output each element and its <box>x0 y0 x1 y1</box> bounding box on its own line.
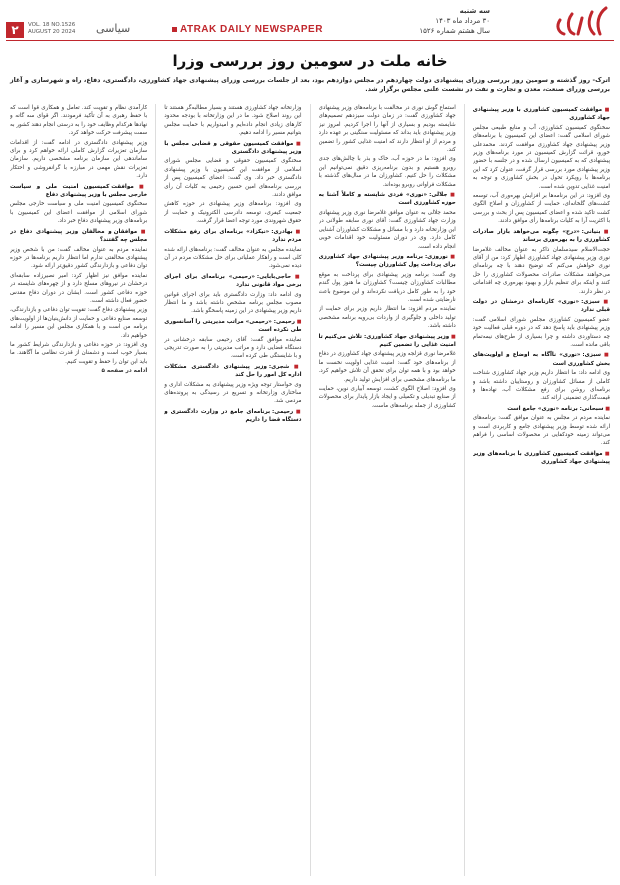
subheading: ■ موافقت کمیسیون امنیت ملی و سیاست خارجی مجلس با وزیر پیشنهادی دفاع <box>10 183 147 200</box>
paragraph: نماینده مردم افزود: ما انتظار داریم وزیر برای حمایت از تولید داخلی و جلوگیری از واردات بی‌رویه برنامه مشخصی داشته باشد. <box>318 306 456 330</box>
article-columns <box>10 104 610 876</box>
column-divider <box>155 104 156 876</box>
paragraph: وی ادامه داد: ما انتظار داریم وزیر جهاد کشاورزی شناخت کاملی از مسائل کشاورزان و روستاییان داشته باشد و برنامه‌ای روشن برای رفع مشکلات آب، نهاده‌ها و قیمت‌گذاری تضمینی ارائه کند. <box>472 370 610 402</box>
paragraph: نماینده مردم در مجلس به عنوان موافق گفت: برنامه‌های ارائه شده توسط وزیر پیشنهادی جامع و کاربردی است و می‌تواند زمینه خودکفایی در محصولات اساسی را فراهم کند. <box>472 415 610 447</box>
article-column <box>164 104 301 876</box>
paragraph: سخنگوی کمیسیون امنیت ملی و سیاست خارجی مجلس شورای اسلامی از موافقت اعضای این کمیسیون با برنامه‌های وزیر پیشنهادی دفاع خبر داد. <box>10 201 148 225</box>
subheading: ■ بهادری: «نیکزاد» برنامه‌ای برای رفع مشکلات مردم ندارد <box>164 228 301 245</box>
paragraph: وی خواستار توجه ویژه وزیر پیشنهادی به مشکلات اداری و ساختاری وزارتخانه و تسریع در رسیدگی به پرونده‌های مردمی شد. <box>164 381 302 405</box>
subheading: ■ موافقت کمیسیون کشاورزی با وزیر پیشنهادی جهاد کشاورزی <box>473 106 610 123</box>
volume-info <box>28 22 75 36</box>
square-icon <box>172 27 177 32</box>
article-column <box>319 104 456 876</box>
paper-name <box>172 24 323 35</box>
subheading: ■ وزیر پیشنهادی جهاد کشاورزی: تلاش می‌کنیم تا امنیت غذایی را تضمین کنیم <box>319 333 456 350</box>
paragraph: محمد جلالی به عنوان موافق غلامرضا نوری وزیر پیشنهادی وزارت جهاد کشاورزی گفت: آقای نوری سابقه طولانی در این وزارتخانه دارد و با مسائل و مشکلات کشاورزان آشنایی کامل دارد. وی در دوران مسئولیت خود اقدامات خوبی انجام داده است. <box>318 209 456 250</box>
subheading: ■ سبزی: «نوری» کارنامه‌ای درخشان در دولت قبلی ندارد <box>473 298 610 315</box>
column-divider <box>464 104 465 876</box>
subheading: ■ شجری: وزیر پیشنهادی دادگستری مشکلات اداره کل امور را حل کند <box>164 363 301 380</box>
newspaper-logo-icon <box>548 4 612 38</box>
section-label: سیاسی <box>96 22 131 35</box>
paragraph: ادامه در صفحه ۵ <box>101 368 148 375</box>
day-label: سه شنبه <box>459 7 490 15</box>
paragraph: نماینده موافق نیز اظهار کرد: امیر نصیرزاده سابقه‌ای درخشان در نیروهای مسلح دارد و از چهره‌های شایسته در حوزه دفاعی کشور است. ایشان در دوران دفاع مقدس حضور فعال داشته است. <box>10 272 148 304</box>
date-block <box>419 6 490 36</box>
headline: خانه ملت در سومین روز بررسی وزرا <box>172 52 448 70</box>
volume-label: VOL. 18 NO.1526 <box>28 22 76 28</box>
article-column <box>10 104 147 876</box>
subheading: ■ سبحانی: برنامه «نوری» جامع است <box>473 405 610 413</box>
paragraph: وی افزود: در حوزه دفاعی و بازدارندگی شرایط کشور ما بسیار خوب است و دشمنان از قدرت نظامی ما آگاهند. ما باید این توان را حفظ و تقویت کنیم. <box>10 341 148 365</box>
paragraph: وزیر پیشنهادی دادگستری در ادامه گفت: از اقدامات سازمان تعزیرات گزارش کاملی ارائه خواهم کرد و برای ساماندهی این سازمان برنامه مشخصی داریم. سازمان تعزیرات نقش مهمی در مبارزه با گرانفروشی و احتکار دارد. <box>10 139 148 180</box>
paragraph: وی افزود: در این برنامه‌ها بر افزایش بهره‌وری آب، توسعه کشت‌های گلخانه‌ای، حمایت از کشاورزان و اصلاح الگوی کشت تاکید شده و اعضای کمیسیون پس از بحث و بررسی با اکثریت آرا به کلیات برنامه‌ها رأی موافق دادند. <box>472 193 610 225</box>
paragraph: عضو کمیسیون کشاورزی مجلس شورای اسلامی گفت: وزیر پیشنهادی باید پاسخ دهد که در دوره قبلی فعالیت خود چه دستاوردی داشته و چرا بسیاری از طرح‌های نیمه‌تمام باقی مانده است. <box>472 316 610 348</box>
date-label: ۳۰ مرداد ماه ۱۴۰۳ <box>435 17 490 25</box>
paragraph: حجت‌الاسلام سیدسلمان ذاکر به عنوان مخالف غلامرضا نوری وزیر پیشنهادی جهاد کشاورزی اظهار کرد: من از آقای نوری خواهش می‌کنم که توضیح دهند با چه برنامه‌ای می‌خواهند مشکلات صادرات محصولات کشاورزی را حل کنند و اینکه برای تنظیم بازار و بهبود بهره‌وری چه اقداماتی در نظر دارند. <box>472 246 610 295</box>
paragraph: وی ادامه داد: وزارت دادگستری باید برای اجرای قوانین مصوب مجلس برنامه مشخص داشته باشد و ما انتظار داریم وزیر پیشنهادی در این زمینه پاسخگو باشد. <box>164 291 302 315</box>
date-en-label: AUGUST 20 2024 <box>28 29 76 35</box>
paragraph: وی افزود: ما در حوزه آب، خاک و بذر با چالش‌های جدی روبرو هستیم و بدون برنامه‌ریزی دقیق نمی‌توانیم این مشکلات را حل کنیم. کشاورزان ما در سال‌های گذشته با مشکلات فراوانی روبرو بوده‌اند. <box>318 156 456 188</box>
subheading: ■ سبزی: «نوری» ناآگاه به اوضاع و اولویت‌های بخش کشاورزی است <box>473 351 610 368</box>
year-line: سال هشتم شماره ۱۵۲۶ <box>419 27 490 35</box>
paragraph: وی گفت: برنامه وزیر پیشنهادی برای پرداخت به موقع مطالبات کشاورزان چیست؟ کشاورزان ما هنوز پول گندم خود را به طور کامل دریافت نکرده‌اند و این موضوع باعث نارضایتی شده است. <box>318 271 456 303</box>
subheading: ■ جلالی: «نوری» فردی شایسته و کاملاً آشنا به حوزه کشاورزی است <box>319 191 456 208</box>
subheading: ■ رحیمی: برنامه‌ای جامع در وزارت دادگستری و دستگاه قضا را داریم <box>164 408 301 425</box>
paragraph: استماع گوش نوری در مخالفت با برنامه‌های وزیر پیشنهادی جهاد کشاورزی گفت: در زمان دولت سیزدهم تصمیم‌های شایسته بودیم و بسیاری از آنها را اجرا کردیم. امروز نیز وزیر پیشنهادی باید بداند که مسئولیت سنگینی بر عهده دارد و مردم از او انتظار دارند که امنیت غذایی کشور را تضمین کند. <box>318 105 456 154</box>
article-column <box>473 104 610 876</box>
subheading: ■ موافقان و مخالفان وزیر پیشنهادی دفاع در مجلس چه گفتند؟ <box>10 228 147 245</box>
subheading: ■ رحیمی: «رحیمی» مراتب مدیریتی را آسانسوری طی نکرده است <box>164 318 301 335</box>
column-divider <box>310 104 311 876</box>
paragraph: غلامرضا نوری قزلجه وزیر پیشنهادی جهاد کشاورزی در دفاع از برنامه‌های خود گفت: امنیت غذایی اولویت نخست ما خواهد بود و با همه توان برای تحقق آن تلاش خواهیم کرد. ما برنامه‌های مشخصی برای افزایش تولید داریم. <box>318 351 456 383</box>
paragraph: سخنگوی کمیسیون حقوقی و قضایی مجلس شورای اسلامی از موافقت این کمیسیون با وزیر پیشنهادی دادگستری خبر داد. وی گفت: اعضای کمیسیون پس از بررسی برنامه‌های امین حسین رحیمی به کلیات آن رأی موافق دادند. <box>164 158 302 199</box>
paragraph: وی افزود: برنامه‌های وزیر پیشنهادی در حوزه کاهش جمعیت کیفری، توسعه دادرسی الکترونیک و حمایت از حقوق شهروندی مورد توجه اعضا قرار گرفت. <box>164 201 302 225</box>
paragraph: نماینده مجلس به عنوان مخالف گفت: برنامه‌های ارائه شده کلی است و راهکار عملیاتی برای حل مشکلات مردم در آن دیده نمی‌شود. <box>164 246 302 270</box>
subheading: ■ موافقت کمیسیون حقوقی و قضایی مجلس با وزیر پیشنهادی دادگستری <box>164 140 301 157</box>
subheading: ■ موافقت کمیسیون کشاورزی با برنامه‌های وزیر پیشنهادی جهاد کشاورزی <box>473 450 610 467</box>
masthead <box>0 0 620 42</box>
lead-paragraph: اترک- روز گذشته و سومین روز بررسی وزرای پیشنهادی دولت چهاردهم در مجلس دوازدهم بود، بعد از جلسات بررسی وزرای پیشنهادی جهاد کشاورزی، دادگستری، دفاع، راه و شهرسازی و آغاز بررسی وزرای صنعت، معدن و تجارت و نفت در نشست علنی مجلس برگزار شد. <box>10 77 610 93</box>
paragraph: وزارتخانه جهاد کشاورزی هستند و بسیار مطالبه‌گر هستند تا این روند اصلاح شود. ما در این وزارتخانه با بودجه محدود کارهای زیادی انجام داده‌ایم و امیدواریم با حمایت مجلس بتوانیم مسیر را ادامه دهیم. <box>164 105 302 137</box>
paragraph: وزیر پیشنهادی دفاع گفت: تقویت توان دفاعی و بازدارندگی، توسعه صنایع دفاعی و حمایت از دانش‌بنیان‌ها از اولویت‌های برنامه من است و با همکاری مجلس این مسیر را ادامه خواهیم داد. <box>10 307 148 339</box>
subheading: ■ حاجی‌بابایی: «رحیمی» برنامه‌ای برای اجرای برخی مواد قانونی ندارد <box>164 273 301 290</box>
paragraph: کارآمدی نظام و تقویت کند. تعامل و همکاری قوا است که با حفظ رهبری به آن تأکید فرمودند. اگر قوای سه گانه و نهادها هرکدام وظایف خود را به درستی انجام دهند کشور به سمت پیشرفت حرکت خواهد کرد. <box>10 105 148 137</box>
page-number: ۲ <box>6 22 24 38</box>
paragraph: وی افزود: اصلاح الگوی کشت، توسعه آبیاری نوین، حمایت از صنایع تبدیلی و تکمیلی و ایجاد بازار پایدار برای محصولات کشاورزی از جمله برنامه‌های ماست. <box>318 386 456 409</box>
paragraph: نماینده موافق گفت: آقای رحیمی سابقه درخشانی در دستگاه قضایی دارد و مراتب مدیریتی را به صورت تدریجی و با شایستگی طی کرده است. <box>164 336 302 360</box>
paragraph: سخنگوی کمیسیون کشاورزی، آب و منابع طبیعی مجلس شورای اسلامی گفت: اعضای این کمیسیون با برنامه‌های وزیر پیشنهادی جهاد کشاورزی موافقت کردند. محمدعلی خورو، قرائت گزارش کمیسیون در مورد برنامه‌های وزیر پیشنهادی که به کمیسیون ارسال شده و در جلسه با حضور وزیر پیشنهادی مورد بررسی قرار گرفت، عنوان کرد که این برنامه‌ها با رویکرد تحول در بخش کشاورزی و توجه به امنیت غذایی تدوین شده است. <box>472 124 610 190</box>
subheading: ■ نوروزی: برنامه وزیر پیشنهادی جهاد کشاورزی برای پرداخت پول کشاورزان چیست؟ <box>319 253 456 270</box>
header-rule <box>6 40 614 41</box>
subheading: ■ بنیانی: «درج» چگونه می‌خواهد بازار صادرات کشاورزی را به بهره‌وری برساند <box>473 228 610 245</box>
paper-name-text: ATRAK DAILY NEWSPAPER <box>180 24 323 35</box>
paragraph: نماینده مردم به عنوان مخالف گفت: من با شخص وزیر پیشنهادی مخالفتی ندارم اما انتظار داریم برنامه‌ها در حوزه توان دفاعی و بازدارندگی کشور دقیق‌تر ارائه شود. <box>10 246 148 270</box>
